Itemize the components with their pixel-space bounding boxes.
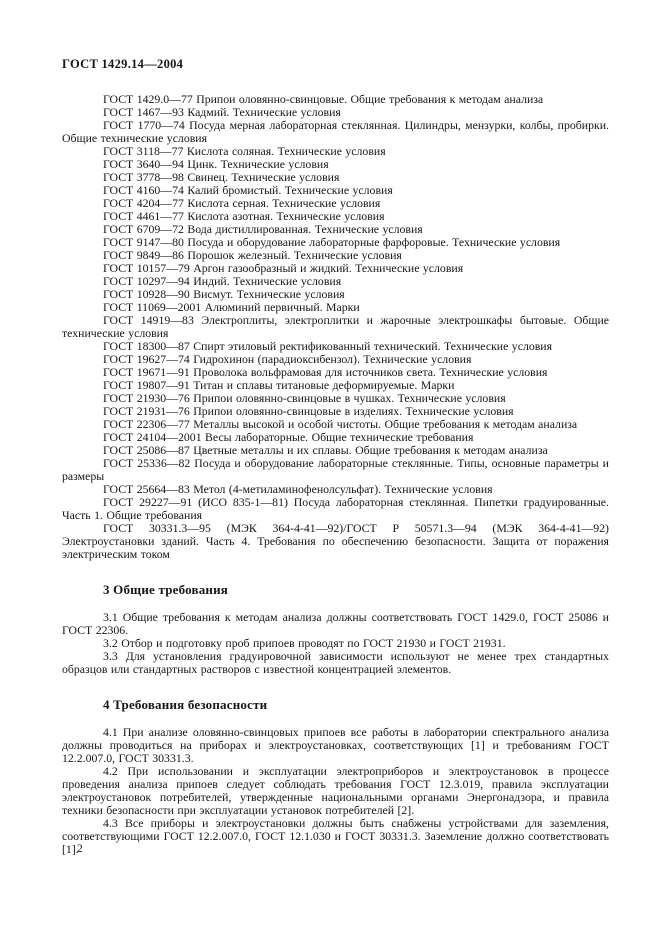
page-content <box>62 57 609 856</box>
doc-code: ГОСТ 1429.14—2004 <box>62 57 184 71</box>
reference-item: ГОСТ 4461—77 Кислота азотная. Технические условия <box>103 209 385 223</box>
section-title: 4 Требования безопасности <box>103 697 268 712</box>
sections <box>62 582 609 856</box>
section-paragraph: 4.1 При анализе оловянно-свинцовых припоев все работы в лаборатории спектрального анализа должны проводиться на приборах и электроустановках, соответствующих [1] и требованиям ГОСТ 12.2.007.0, ГОСТ 30331.3. <box>62 725 609 765</box>
reference-item: ГОСТ 22306—77 Металлы высокой и особой чистоты. Общие требования к методам анализа <box>103 417 578 431</box>
reference-item: ГОСТ 1467—93 Кадмий. Технические условия <box>103 105 341 119</box>
reference-item: ГОСТ 19671—91 Проволока вольфрамовая для источников света. Технические условия <box>103 365 548 379</box>
reference-item: ГОСТ 9147—80 Посуда и оборудование лабораторные фарфоровые. Технические условия <box>103 235 561 249</box>
section-paragraph: 4.3 Все приборы и электроустановки должны быть снабжены устройствами для заземления, соответствующими ГОСТ 12.2.007.0, ГОСТ 12.1.030 и ГОСТ 30331.3. Заземление должно соответствовать [1]. <box>62 816 609 856</box>
reference-item: ГОСТ 11069—2001 Алюминий первичный. Марки <box>103 300 360 314</box>
reference-item: ГОСТ 25664—83 Метол (4-метиламинофенолсульфат). Технические условия <box>103 482 493 496</box>
section-paragraph: 4.2 При использовании и эксплуатации электроприборов и электроустановок в процессе проведения анализа припоев следует соблюдать требования ГОСТ 12.3.019, правила эксплуатации электроустановок потребителей, утвержденные национальными органами Энергонадзора, и правила техники безопасности при эксплуатации установок потребителей [2]. <box>62 764 609 817</box>
section-paragraph: 3.1 Общие требования к методам анализа должны соответствовать ГОСТ 1429.0, ГОСТ 25086 и ГОСТ 22306. <box>62 610 609 637</box>
references-list <box>62 93 609 561</box>
reference-item: ГОСТ 10928—90 Висмут. Технические условия <box>103 287 345 301</box>
reference-item: ГОСТ 21930—76 Припои оловянно-свинцовые в чушках. Технические условия <box>103 391 506 405</box>
reference-item: ГОСТ 21931—76 Припои оловянно-свинцовые в изделиях. Технические условия <box>103 404 514 418</box>
reference-item: ГОСТ 9849—86 Порошок железный. Технические условия <box>103 248 402 262</box>
reference-item: ГОСТ 10297—94 Индий. Технические условия <box>103 274 342 288</box>
reference-item: ГОСТ 3118—77 Кислота соляная. Технические условия <box>103 144 386 158</box>
reference-item: ГОСТ 24104—2001 Весы лабораторные. Общие технические требования <box>103 430 474 444</box>
reference-item: ГОСТ 19807—91 Титан и сплавы титановые деформируемые. Марки <box>103 378 455 392</box>
reference-item: ГОСТ 29227—91 (ИСО 835-1—81) Посуда лабораторная стеклянная. Пипетки градуированные. Часть 1. Общие требования <box>62 495 609 522</box>
section-title: 3 Общие требования <box>103 582 229 597</box>
reference-item: ГОСТ 3778—98 Свинец. Технические условия <box>103 170 340 184</box>
reference-item: ГОСТ 3640—94 Цинк. Технические условия <box>103 157 329 171</box>
reference-item: ГОСТ 25336—82 Посуда и оборудование лабораторные стеклянные. Типы, основные параметры и размеры <box>62 456 609 483</box>
reference-item: ГОСТ 6709—72 Вода дистиллированная. Технические условия <box>103 222 423 236</box>
section-paragraph: 3.3 Для установления градуировочной зависимости используют не менее трех стандартных образцов или стандартных растворов с известной концентрацией элементов. <box>62 649 609 676</box>
reference-item: ГОСТ 10157—79 Аргон газообразный и жидкий. Технические условия <box>103 261 464 275</box>
reference-item: ГОСТ 14919—83 Электроплиты, электроплитки и жарочные электрошкафы бытовые. Общие технические условия <box>62 313 609 340</box>
reference-item: ГОСТ 25086—87 Цветные металлы и их сплавы. Общие требования к методам анализа <box>103 443 548 457</box>
reference-item: ГОСТ 1429.0—77 Припои оловянно-свинцовые. Общие требования к методам анализа <box>103 92 544 106</box>
reference-item: ГОСТ 19627—74 Гидрохинон (парадиоксибензол). Технические условия <box>103 352 472 366</box>
reference-item: ГОСТ 4204—77 Кислота серная. Технические условия <box>103 196 381 210</box>
reference-item: ГОСТ 18300—87 Спирт этиловый ректификованный технический. Технические условия <box>103 339 553 353</box>
reference-item: ГОСТ 30331.3—95 (МЭК 364-4-41—92)/ГОСТ Р 50571.3—94 (МЭК 364-4-41—92) Электроустановки зданий. Часть 4. Требования по обеспечению безопасности. Защита от поражения электрическим током <box>62 521 609 561</box>
reference-item: ГОСТ 1770—74 Посуда мерная лабораторная стеклянная. Цилиндры, мензурки, колбы, пробирки. Общие технические условия <box>62 118 609 145</box>
section-paragraph: 3.2 Отбор и подготовку проб припоев проводят по ГОСТ 21930 и ГОСТ 21931. <box>103 636 506 650</box>
page-number: 2 <box>77 843 83 855</box>
reference-item: ГОСТ 4160—74 Калий бромистый. Технические условия <box>103 183 393 197</box>
